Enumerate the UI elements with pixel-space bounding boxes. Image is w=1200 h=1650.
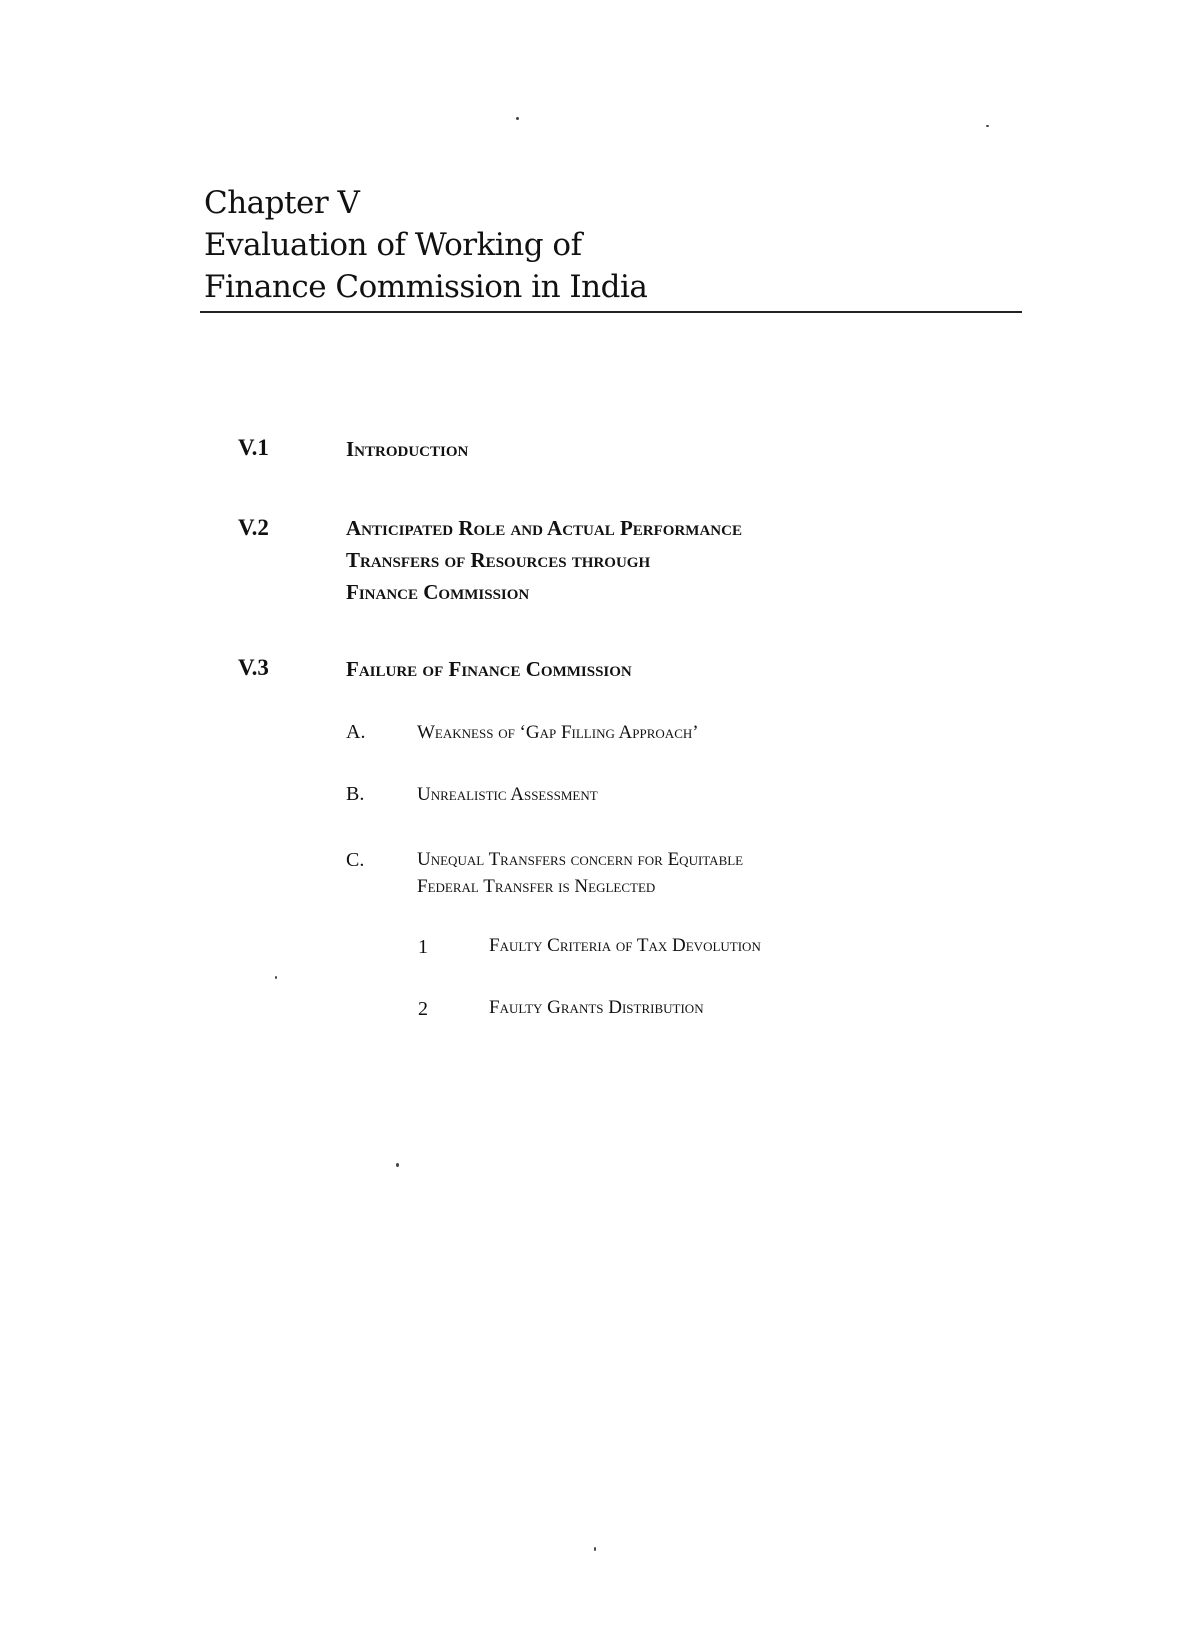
chapter-title-line: Finance Commission in India xyxy=(204,269,648,305)
scan-speck xyxy=(275,976,277,979)
section-title xyxy=(346,512,742,608)
section-title-line: Finance Commission xyxy=(346,580,530,604)
section-title-line: Failure of Finance Commission xyxy=(346,657,632,681)
subsection-title-line: Weakness of ‘Gap Filling Approach’ xyxy=(417,722,699,743)
item-number: 1 xyxy=(418,936,428,958)
scan-speck xyxy=(516,117,519,120)
subsection-title xyxy=(417,719,699,746)
section-title-line: Anticipated Role and Actual Performance xyxy=(346,516,742,540)
chapter-title-line: Chapter V xyxy=(204,185,360,221)
subsection-title xyxy=(417,846,743,900)
section-title xyxy=(346,433,468,465)
item-title: Faulty Grants Distribution xyxy=(489,997,704,1018)
subsection-title-line: Unrealistic Assessment xyxy=(417,784,598,805)
section-title-line: Introduction xyxy=(346,437,469,461)
scan-speck xyxy=(396,1163,399,1167)
title-divider xyxy=(200,311,1022,313)
chapter-title-line: Evaluation of Working of xyxy=(204,227,582,263)
chapter-title xyxy=(204,182,647,308)
section-number: V.2 xyxy=(238,515,269,540)
subsection-title-line: Federal Transfer is Neglected xyxy=(417,876,656,897)
subsection-title xyxy=(417,781,598,808)
item-number: 2 xyxy=(418,998,428,1020)
section-title-line: Transfers of Resources through xyxy=(346,548,651,572)
item-title: Faulty Criteria of Tax Devolution xyxy=(489,935,761,956)
subsection-letter: C. xyxy=(346,849,365,871)
section-title xyxy=(346,653,632,685)
section-number: V.1 xyxy=(238,435,269,460)
subsection-title-line: Unequal Transfers concern for Equitable xyxy=(417,849,744,870)
section-number: V.3 xyxy=(238,655,269,680)
subsection-letter: A. xyxy=(346,721,366,743)
subsection-letter: B. xyxy=(346,783,365,805)
scan-speck xyxy=(986,125,989,127)
scan-speck xyxy=(594,1547,596,1551)
